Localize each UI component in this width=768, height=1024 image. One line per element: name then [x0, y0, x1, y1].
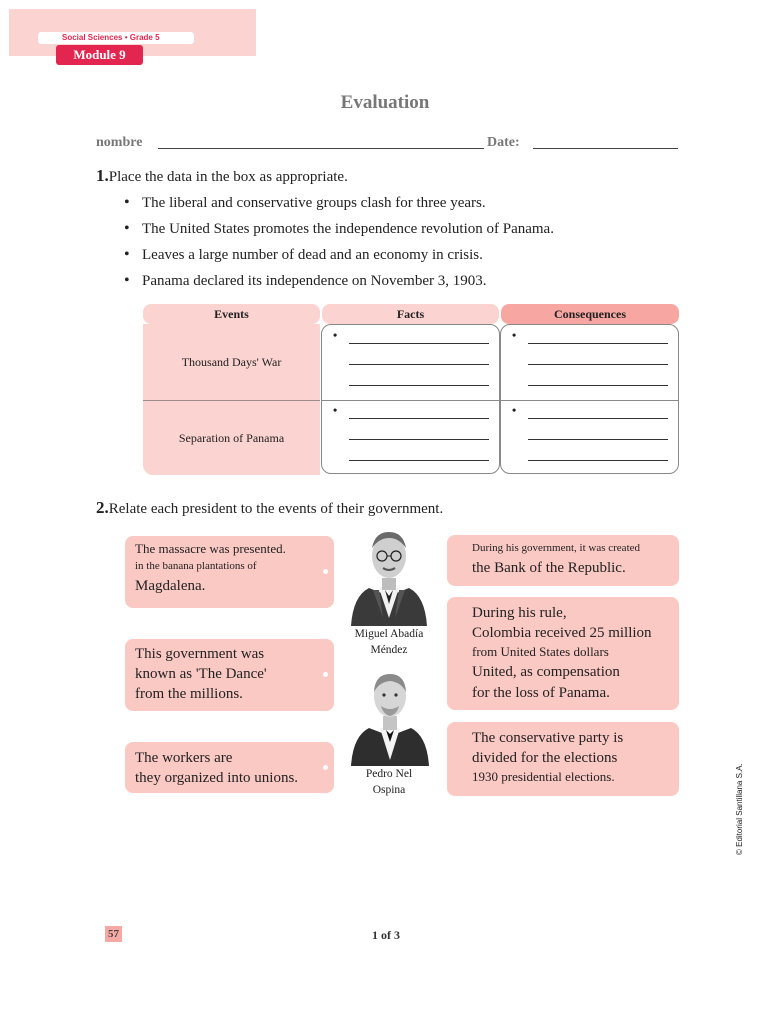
row-divider [500, 400, 679, 401]
date-field[interactable] [533, 148, 678, 149]
connector-dot[interactable] [323, 672, 328, 677]
answer-line[interactable] [349, 460, 489, 461]
answer-line[interactable] [528, 460, 668, 461]
bullet: • [333, 403, 338, 417]
left-box-3[interactable]: The workers are they organized into unions. [125, 742, 334, 793]
list-item: • Panama declared its independence on November 3, 1903. [124, 272, 487, 289]
left-box-2[interactable]: This government was known as 'The Dance' from the millions. [125, 639, 334, 711]
bullet: • [333, 328, 338, 342]
list-item: • Leaves a large number of dead and an economy in crisis. [124, 246, 483, 263]
name-label: nombre [96, 135, 143, 150]
subject-label: Social Sciences • Grade 5 [38, 32, 194, 44]
header-facts: Facts [322, 304, 499, 324]
event-thousand-days-war: Thousand Days' War [143, 324, 320, 400]
date-label: Date: [487, 135, 520, 150]
answer-line[interactable] [528, 364, 668, 365]
page-title: Evaluation [340, 92, 430, 113]
answer-line[interactable] [528, 439, 668, 440]
connector-dot[interactable] [323, 765, 328, 770]
header-consequences: Consequences [501, 304, 679, 324]
right-box-1[interactable]: During his government, it was created the Bank of the Republic. [447, 535, 679, 586]
question-number: 2. [96, 498, 109, 517]
header-events: Events [143, 304, 320, 324]
answer-line[interactable] [528, 418, 668, 419]
answer-line[interactable] [528, 385, 668, 386]
answer-line[interactable] [349, 439, 489, 440]
answer-line[interactable] [349, 418, 489, 419]
president-caption-1: Miguel Abadía Méndez [354, 628, 424, 656]
answer-line[interactable] [349, 343, 489, 344]
portrait-pedro-nel-ospina [349, 666, 431, 766]
question-1 [96, 166, 348, 186]
bullet: • [512, 403, 517, 417]
answer-line[interactable] [349, 385, 489, 386]
list-item: • The liberal and conservative groups clash for three years. [124, 194, 486, 211]
copyright: © Editorial Santillana S.A. [735, 763, 744, 855]
left-box-1[interactable]: The massacre was presented. in the banana plantations of Magdalena. [125, 536, 334, 608]
name-field[interactable] [158, 148, 484, 149]
question-instruction: Relate each president to the events of their government. [108, 501, 444, 517]
consequences-column [500, 324, 679, 474]
bullet: • [512, 328, 517, 342]
list-item: • The United States promotes the independence revolution of Panama. [124, 220, 554, 237]
question-instruction: Place the data in the box as appropriate. [108, 169, 348, 185]
module-badge: Module 9 [56, 45, 143, 65]
event-separation-of-panama: Separation of Panama [143, 400, 320, 475]
right-box-3[interactable]: The conservative party is divided for the elections 1930 presidential elections. [447, 722, 679, 796]
answer-line[interactable] [528, 343, 668, 344]
question-2 [96, 498, 443, 518]
question-number: 1. [96, 166, 109, 185]
portrait-miguel-abadia-mendez [347, 526, 431, 626]
answer-line[interactable] [349, 364, 489, 365]
page-number: 57 [105, 926, 122, 942]
facts-column [321, 324, 500, 474]
page-indicator: 1 of 3 [372, 928, 400, 942]
president-caption-2: Pedro Nel Ospina [365, 768, 413, 796]
connector-dot[interactable] [323, 569, 328, 574]
row-divider [321, 400, 500, 401]
right-box-2[interactable]: During his rule, Colombia received 25 million from United States dollars United, as compensation for the loss of Panama. [447, 597, 679, 710]
statement-list [124, 193, 554, 297]
